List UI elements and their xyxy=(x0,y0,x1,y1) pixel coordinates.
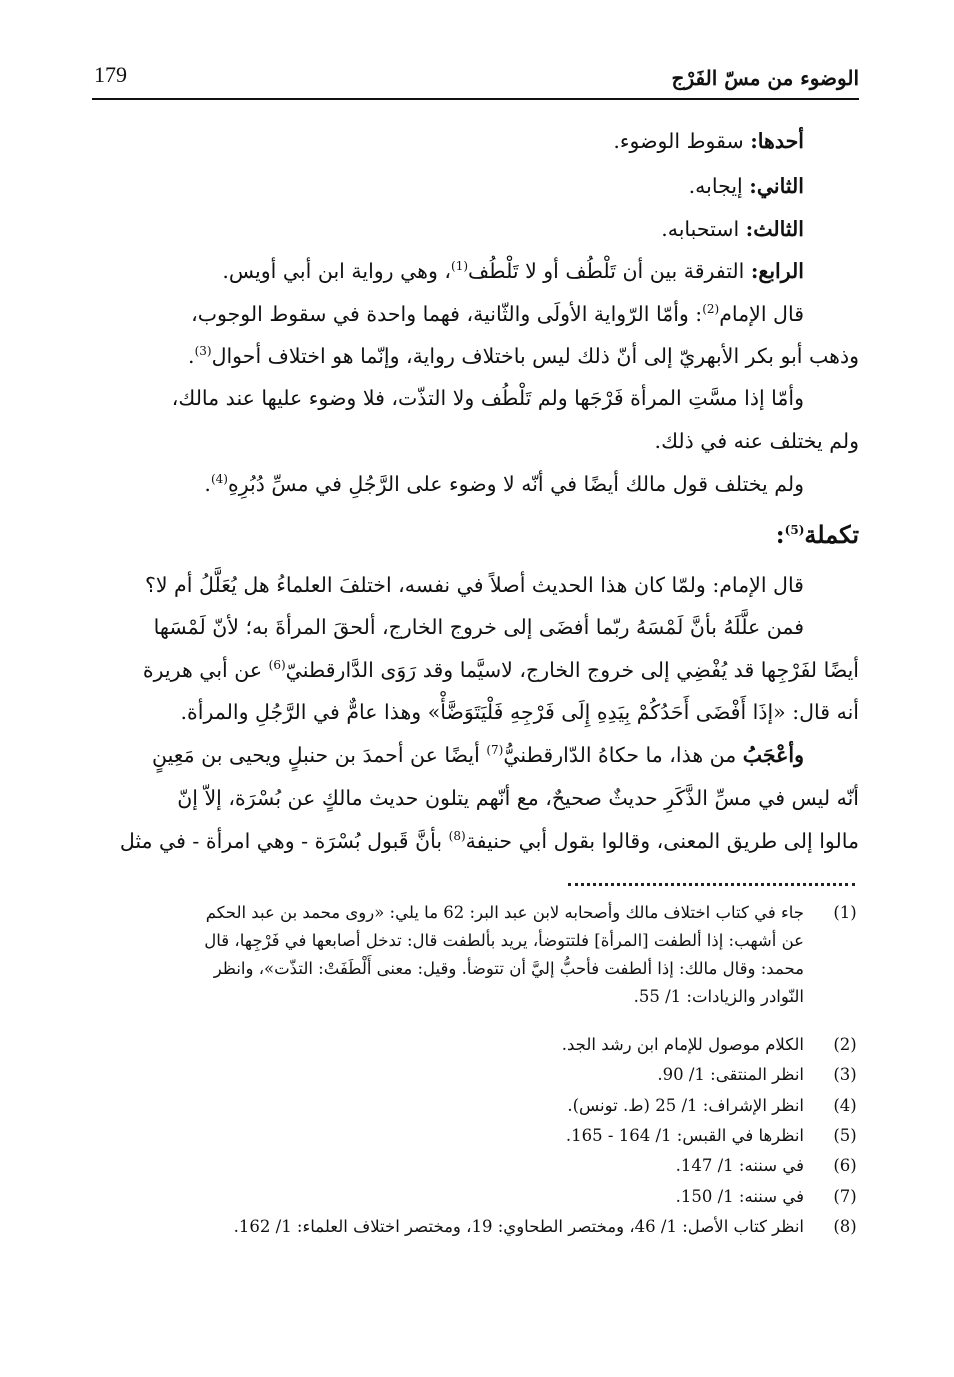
footnote-line: جاء في كتاب اختلاف مالك وأصحابه لابن عبد البر: 62 ما يلي: «روى محمد بن عبد الحكم xyxy=(205,903,804,922)
text-line xyxy=(172,386,804,411)
footnote-line: في سننه: 1/ 147. xyxy=(675,1156,804,1175)
line-text: . xyxy=(204,472,211,496)
text-line xyxy=(188,344,859,369)
line-label: الرابع: xyxy=(750,259,804,283)
line-text: أنه قال: «إذَا أَفْضَى أَحَدُكُمْ بِيَدِهِ إِلَى فَرْجِهِ فَلْيَتَوَضَّأْ» وهذا عامٌّ في الرَّجُلِ والمرأة. xyxy=(180,700,859,724)
line-text: سقوط الوضوء. xyxy=(613,129,744,153)
line-text: عن أبي هريرة xyxy=(142,658,269,682)
footnote-ref: (8) xyxy=(448,829,466,844)
line-text: من هذا، ما حكاهُ الدّارقطنيُّ xyxy=(503,743,743,767)
footnote-item xyxy=(95,1127,859,1146)
line-text: وأمّا إذا مسَّتِ المرأة فَرْجَها ولم تَلْطُف ولا التذّت، فلا وضوء عليها عند مالك، xyxy=(171,386,804,410)
line-label: أحدها: xyxy=(750,129,804,153)
line-text: وذهب أبو بكر الأبهريّ إلى أنّ ذلك ليس باختلاف رواية، وإنّما هو اختلاف أحوال xyxy=(211,344,859,368)
footnote-line: انظر الإشراف: 1/ 25 (ط. تونس). xyxy=(567,1096,804,1115)
line-text: : وأمّا الرّواية الأولَى والثّانية، فهما واحدة في سقوط الوجوب، xyxy=(191,302,703,326)
footnote-line: انظرها في القبس: 1/ 164 - 165. xyxy=(565,1126,804,1145)
footnote-ref: (2) xyxy=(702,302,720,317)
line-text: أنّه ليس في مسِّ الذَّكَرِ حديثٌ صحيحٌ، مع أنّهم يتلون حديث مالكٍ عن بُسْرَة، إلاّ إنّ xyxy=(177,786,859,810)
footnote-line: محمد: وقال مالك: إذا ألطفت فأحبُّ إليَّ أن تتوضأ. وقيل: معنى أَلْطَفَتْ: التذّت»، وانظر xyxy=(213,958,804,978)
footnote-ref: (6) xyxy=(268,658,286,673)
text-line xyxy=(152,743,804,768)
footnote-item xyxy=(95,1036,859,1055)
footnote-item xyxy=(95,904,859,1007)
text-line xyxy=(655,429,859,454)
text-line xyxy=(177,786,859,811)
line-label: الثاني: xyxy=(749,174,804,198)
page-number: 179 xyxy=(94,62,127,87)
line-label: وأعْجَبُ xyxy=(742,743,804,767)
footnote-number: (1) xyxy=(833,903,857,922)
line-label: الثالث: xyxy=(745,217,804,241)
footnote-item xyxy=(95,1188,859,1207)
footnote-ref: (7) xyxy=(486,743,504,758)
footnote-number: (6) xyxy=(833,1156,857,1175)
line-text: بأنَّ قَبول بُسْرَة - وهي امرأة - في مثل xyxy=(119,829,449,853)
line-text: قال الإمام: ولمّا كان هذا الحديث أصلاً في نفسه، اختلفَ العلماءُ هل يُعَلَّلُ أم لا؟ xyxy=(144,573,804,597)
footnote-ref: (3) xyxy=(194,344,212,359)
footnote-number: (7) xyxy=(833,1187,857,1206)
line-text: أيضًا عن أحمدَ بن حنبلٍ ويحيى بن مَعِينٍ xyxy=(151,743,487,767)
heading-text: تكملة xyxy=(804,520,859,549)
footnote-line: النّوادر والزيادات: 1/ 55. xyxy=(633,986,804,1006)
footnote-item xyxy=(95,1157,859,1176)
line-text: قال الإمام xyxy=(719,302,804,326)
text-line xyxy=(204,472,804,497)
line-text: استحبابه. xyxy=(661,217,740,241)
line-text: مالوا إلى طريق المعنى، وقالوا بقول أبي حنيفة xyxy=(465,829,859,853)
footnote-item xyxy=(95,1218,859,1237)
footnote-separator xyxy=(568,883,855,886)
footnote-line: في سننه: 1/ 150. xyxy=(675,1187,804,1206)
header-rule xyxy=(92,98,859,100)
text-line xyxy=(689,174,804,199)
footnote-ref: (1) xyxy=(451,259,469,274)
text-line xyxy=(181,700,859,725)
footnote-item xyxy=(95,1097,859,1116)
footnote-number: (8) xyxy=(833,1217,857,1236)
footnote-line: عن أشهب: إذا ألطفت [المرأة] فلتتوضأ، يريد بألطفت قال: تدخل أصابعها في فَرْجِها، قال xyxy=(204,930,804,950)
footnote-number: (2) xyxy=(833,1035,857,1054)
line-text: التفرقة بين أن تَلْطُف أو لا تَلْطُف xyxy=(468,259,745,283)
text-line xyxy=(661,217,804,242)
line-text: أيضًا لفَرْجِها قد يُفْضِي إلى خروج الخارج، لاسيَّما وقد رَوَى الدَّارقطنيّ xyxy=(285,658,859,682)
footnote-number: (5) xyxy=(833,1126,857,1145)
text-line xyxy=(613,129,804,154)
text-line xyxy=(120,829,859,854)
text-line xyxy=(222,259,804,284)
footnote-ref: (5) xyxy=(784,523,805,537)
text-line xyxy=(145,573,804,598)
footnote-number: (4) xyxy=(833,1096,857,1115)
footnote-number: (3) xyxy=(833,1065,857,1084)
section-heading xyxy=(776,520,859,549)
text-line xyxy=(191,302,804,327)
footnote-line: الكلام موصول للإمام ابن رشد الجد. xyxy=(561,1035,804,1054)
heading-text: : xyxy=(775,520,785,549)
line-text: فمن علَّلَهُ بأنَّ لَمْسَهُ ربّما أفضَى إلى خروج الخارج، ألحقَ المرأةَ به؛ لأنّ لَمْسَها xyxy=(153,615,804,639)
footnote-line: انظر كتاب الأصل: 1/ 46، ومختصر الطحاوي: 19، ومختصر اختلاف العلماء: 1/ 162. xyxy=(233,1217,804,1236)
text-line xyxy=(154,615,804,640)
line-text: إيجابه. xyxy=(688,174,743,198)
running-title: الوضوء من مسّ الفَرْج xyxy=(671,66,859,90)
line-text: ولم يختلف قول مالك أيضًا في أنّه لا وضوء على الرَّجُلِ في مسِّ دُبُرِهِ xyxy=(227,472,804,496)
footnote-item xyxy=(95,1066,859,1085)
footnote-line: انظر المنتقى: 1/ 90. xyxy=(657,1065,804,1084)
text-line xyxy=(143,658,859,683)
line-text: ، وهي رواية ابن أبي أويس. xyxy=(222,259,452,283)
line-text: ولم يختلف عنه في ذلك. xyxy=(654,429,859,453)
footnote-ref: (4) xyxy=(210,472,228,487)
line-text: . xyxy=(188,344,195,368)
